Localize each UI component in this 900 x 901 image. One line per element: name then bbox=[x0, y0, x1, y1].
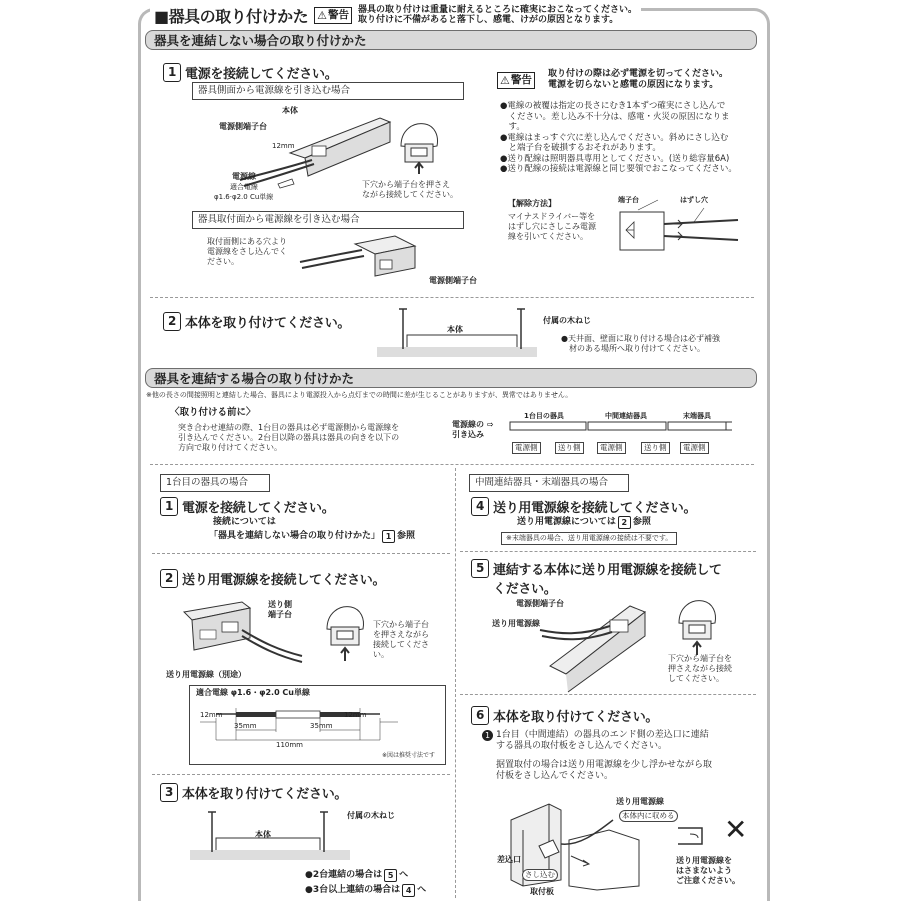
release-text bbox=[508, 212, 596, 242]
tag-power-side: 電源側 bbox=[680, 442, 709, 454]
s1-step1-title bbox=[163, 63, 337, 82]
note-text-suffix: へ bbox=[417, 885, 427, 896]
release-text-line2: はずし穴にさしこみ電源 bbox=[508, 222, 596, 231]
step-title-text: 電源を接続してください。 bbox=[182, 501, 335, 516]
power-in-text: 電源線の bbox=[452, 420, 484, 429]
step-title-text: 電源を接続してください。 bbox=[185, 67, 338, 82]
s1-step2-body-label: 本体 bbox=[447, 325, 463, 334]
warning-icon: ⚠ bbox=[500, 74, 510, 87]
s2-step3-screw-label: 付属の木ねじ bbox=[347, 811, 395, 820]
hand-press-icon bbox=[323, 603, 367, 663]
step5-wire-label: 送り用電源線 bbox=[492, 619, 540, 628]
warning-text-line1: 取り付けの際は必ず電源を切ってください。 bbox=[548, 69, 729, 79]
feed-wiring-illustration bbox=[182, 594, 312, 674]
s2-step4-title bbox=[471, 497, 696, 516]
press-note bbox=[362, 180, 458, 200]
release-text-line3: 線を引いてください。 bbox=[508, 232, 588, 241]
feed-wire-label: 送り用電源線（別途） bbox=[166, 670, 246, 679]
step-number: 2 bbox=[160, 569, 178, 588]
release-title: 【解除方法】 bbox=[508, 199, 556, 208]
s2-step3-title bbox=[160, 783, 347, 802]
s1-step2-note bbox=[561, 334, 720, 354]
s1-warning bbox=[497, 69, 535, 89]
ng-note bbox=[676, 856, 740, 886]
press-line: い。 bbox=[373, 650, 389, 659]
end-unit-note: ※末端器具の場合、送り用電源線の接続は不要です。 bbox=[501, 532, 677, 545]
step2-note-line2: 材のある場所へ取り付けてください。 bbox=[561, 344, 705, 353]
bullet-number: 1 bbox=[482, 730, 493, 741]
mount-note-line1: 取付面側にある穴より bbox=[207, 237, 287, 246]
press-line: 下穴から端子台 bbox=[373, 620, 429, 629]
before-text-line2: 引き込んでください。2台目以降の器具は器具の向きを以下の bbox=[178, 433, 400, 442]
warning-icon: ⚠ bbox=[317, 8, 327, 22]
step6-paragraph bbox=[496, 730, 709, 751]
warning-badge-2 bbox=[497, 72, 535, 89]
arrow-icon: ⇨ bbox=[486, 420, 494, 429]
header-warning-line2: 取り付けに不備があると落下し、感電、けがの原因となります。 bbox=[358, 15, 619, 25]
step-number: 6 bbox=[471, 706, 489, 725]
step6-line: 据置取付の場合は送り用電源線を少し浮かせながら取 bbox=[496, 760, 713, 770]
divider bbox=[460, 694, 756, 695]
label-wire-spec1: 適合電線 bbox=[230, 183, 258, 191]
section2-notice: ※他の長さの間接照明と連結した場合、器具により電源投入から点灯までの時間に差が生じることがありますが、異常ではありません。 bbox=[146, 391, 573, 399]
note-text: ●3台以上連結の場合は bbox=[305, 885, 401, 896]
tag-feed-side: 送り側 bbox=[555, 442, 584, 454]
label-wire-spec2: φ1.6·φ2.0 Cu単線 bbox=[214, 193, 274, 201]
insert-label: さし込む bbox=[522, 869, 558, 881]
ng-wire-illustration bbox=[676, 824, 716, 848]
column-divider bbox=[455, 468, 456, 898]
dim-110mm: 110mm bbox=[276, 741, 303, 749]
dim-12mm-left: 12mm bbox=[200, 711, 223, 719]
note-line: ●電線はまっすぐ穴に差し込んでください。斜めにさし込む bbox=[500, 132, 729, 143]
s2-step3-body-label: 本体 bbox=[255, 830, 271, 839]
release-terminal-label: 端子台 bbox=[618, 196, 639, 204]
ref-text-suffix: 参照 bbox=[632, 517, 651, 528]
note-text: ●2台連結の場合は bbox=[305, 870, 383, 881]
note-line: ●電線の被覆は指定の長さにむき1本ずつ確実にさし込んで bbox=[500, 101, 726, 111]
note-line: と端子台を破損するおそれがあります。 bbox=[500, 143, 661, 153]
page-title: ■器具の取り付けかた bbox=[154, 6, 309, 26]
before-text-line3: 方向で取り付けてください。 bbox=[178, 443, 282, 452]
mount-note-line3: ださい。 bbox=[207, 257, 239, 266]
mount-wiring-illustration bbox=[300, 232, 440, 292]
label-12mm: 12mm bbox=[272, 142, 295, 150]
tag-feed-side: 送り側 bbox=[641, 442, 670, 454]
release-diagram bbox=[618, 208, 748, 258]
label-power-terminal: 電源側端子台 bbox=[219, 122, 267, 131]
section1-title: 器具を連結しない場合の取り付けかた bbox=[145, 30, 757, 50]
feed-side-line1: 送り側 bbox=[268, 600, 292, 609]
step-number: 4 bbox=[471, 497, 489, 516]
right-case-box: 中間連結器具・末端器具の場合 bbox=[469, 474, 629, 492]
note-line: ●送り配線は照明器具専用としてください。(送り総容量6A) bbox=[500, 153, 730, 164]
before-text-line1: 突き合わせ連結の際、1台目の器具は必ず電源側から電源線を bbox=[178, 423, 400, 432]
step6-text bbox=[482, 730, 709, 751]
step6-line: 1台目（中間連結）の器具のエンド側の差込口に連結 bbox=[496, 730, 709, 740]
feed-side-line2: 端子台 bbox=[268, 610, 292, 619]
step5-terminal-label: 電源側端子台 bbox=[516, 599, 564, 608]
divider bbox=[150, 464, 754, 465]
wire-spec-title: 適合電線 φ1.6・φ2.0 Cu単線 bbox=[196, 688, 310, 697]
header-warning-line1: 器具の取り付けは重量に耐えるところに確実におこなってください。 bbox=[358, 4, 638, 15]
press-note-line1: 下穴から端子台を押さえ bbox=[362, 180, 450, 189]
goto-step-4: 4 bbox=[402, 884, 415, 897]
step6-wire-label: 送り用電源線 bbox=[616, 797, 664, 806]
tag-power-side: 電源側 bbox=[597, 442, 626, 454]
step2-note-line1: ●天井面、壁面に取り付ける場合は必ず補強 bbox=[561, 334, 720, 343]
step-number: 1 bbox=[160, 497, 178, 516]
unit1-label: 1台目の器具 bbox=[524, 412, 564, 420]
release-hole-label: はずし穴 bbox=[680, 196, 708, 204]
note-line: す。 bbox=[500, 122, 525, 132]
release-text-line1: マイナスドライバー等を bbox=[508, 212, 596, 221]
divider bbox=[152, 774, 450, 775]
ng-line: はさまないよう bbox=[676, 866, 732, 875]
step-title-text: 本体を取り付けてください。 bbox=[182, 787, 348, 802]
section2-title: 器具を連結する場合の取り付けかた bbox=[145, 368, 757, 388]
press-note-line2: ながら接続してください。 bbox=[362, 190, 458, 199]
step5-title-line2: ください。 bbox=[493, 582, 557, 597]
goto-step-5: 5 bbox=[384, 869, 397, 882]
ng-cross-icon: ✕ bbox=[724, 813, 748, 846]
s2-step5-title bbox=[471, 559, 722, 597]
ng-line: ご注意ください。 bbox=[676, 876, 740, 885]
ref-number: 2 bbox=[618, 516, 631, 529]
warning-text-line2: 電源を切らないと感電の原因になります。 bbox=[548, 79, 719, 90]
step5-illustration bbox=[510, 596, 660, 686]
step-title-text bbox=[493, 559, 722, 597]
note-line: ください。差し込み不十分は、感電・火災の原因になりま bbox=[500, 111, 730, 122]
step-title-text: 送り用電源線を接続してください。 bbox=[182, 573, 386, 588]
s2-step4-ref bbox=[517, 516, 651, 529]
mount-note-line2: 電源線をさし込んでく bbox=[207, 247, 287, 256]
s2-step1-ref bbox=[209, 530, 415, 543]
s1-step2-screw-label: 付属の木ねじ bbox=[543, 316, 591, 325]
ng-line: 送り用電源線を bbox=[676, 856, 732, 865]
divider bbox=[460, 551, 756, 552]
note-text-suffix: へ bbox=[399, 870, 409, 881]
s2-step3-note1 bbox=[305, 869, 408, 882]
spec-note: ※図は推奨寸法です bbox=[382, 752, 436, 759]
header-warning-text bbox=[358, 5, 637, 26]
ref-number: 1 bbox=[382, 530, 395, 543]
ref-text-suffix: 参照 bbox=[397, 531, 416, 542]
power-in-text2: 引き込み bbox=[452, 430, 484, 439]
left-case-box: 1台目の器具の場合 bbox=[160, 474, 270, 492]
unit2-label: 中間連結器具 bbox=[605, 412, 647, 420]
step6-inside-label: 本体内に収める bbox=[619, 810, 678, 822]
header bbox=[150, 2, 641, 28]
dim-35mm-right: 35mm bbox=[310, 722, 333, 730]
before-text bbox=[178, 423, 399, 453]
dim-35mm-left: 35mm bbox=[234, 722, 257, 730]
feed-press-note bbox=[373, 620, 429, 660]
ref-text: 「器具を連結しない場合の取り付けかた」 bbox=[209, 531, 381, 542]
s2-step2-title bbox=[160, 569, 385, 588]
step-title-text: 本体を取り付けてください。 bbox=[493, 710, 659, 725]
step-title-text: 送り用電源線を接続してください。 bbox=[493, 501, 697, 516]
step-number: 2 bbox=[163, 312, 181, 331]
press-line: を押さえながら bbox=[373, 630, 429, 639]
s2-step6-title bbox=[471, 706, 658, 725]
s1-side-box: 器具側面から電源線を引き込む場合 bbox=[192, 82, 464, 100]
step2-mount-illustration bbox=[377, 305, 537, 365]
warning-badge-2-label: 警告 bbox=[510, 74, 532, 86]
press-line: してください。 bbox=[668, 674, 724, 683]
label-power-wire: 電源線 bbox=[232, 172, 256, 181]
step6-line: する器具の取付板をさし込んでください。 bbox=[496, 740, 668, 751]
s1-step2-title bbox=[163, 312, 350, 331]
step-number: 1 bbox=[163, 63, 181, 82]
step-title-text: 本体を取り付けてください。 bbox=[185, 316, 351, 331]
press-line: 押さえながら接続 bbox=[668, 664, 732, 673]
hand-press-icon bbox=[395, 118, 445, 176]
s2-step3-note2 bbox=[305, 884, 426, 897]
warning-badge-label: 警告 bbox=[328, 8, 349, 21]
mount-note bbox=[207, 237, 287, 267]
unit3-label: 末端器具 bbox=[683, 412, 711, 420]
tag-power-side: 電源側 bbox=[512, 442, 541, 454]
step-number: 5 bbox=[471, 559, 489, 578]
s1-mount-box: 器具取付面から電源線を引き込む場合 bbox=[192, 211, 464, 229]
label-body: 本体 bbox=[282, 106, 298, 115]
dim-12mm-right: 12mm bbox=[344, 711, 367, 719]
s1-warning-text bbox=[548, 69, 728, 90]
units-strip bbox=[508, 420, 734, 432]
press-line: 下穴から端子台を bbox=[668, 654, 732, 663]
step-number: 3 bbox=[160, 783, 178, 802]
step5-press-note bbox=[668, 654, 732, 684]
slot-label: 差込口 bbox=[497, 855, 521, 864]
mount-terminal-label: 電源側端子台 bbox=[429, 276, 477, 285]
ref-text: 送り用電源線については bbox=[517, 517, 616, 528]
warning-badge bbox=[314, 7, 352, 24]
power-in-label bbox=[452, 420, 494, 440]
divider bbox=[150, 297, 754, 298]
s2-step1-title bbox=[160, 497, 334, 516]
plate-label: 取付板 bbox=[530, 887, 554, 896]
s2-step1-ref1: 接続については bbox=[213, 517, 276, 527]
s1-notes bbox=[500, 101, 756, 175]
before-title: 〈取り付ける前に〉 bbox=[170, 407, 256, 418]
step6-line: 付板をさし込んでください。 bbox=[496, 770, 614, 781]
feed-side-label bbox=[268, 600, 292, 620]
note-line: ●送り配線の接続は電源線と同じ要領でおこなってください。 bbox=[500, 164, 737, 174]
step6-subtext bbox=[496, 760, 712, 781]
step5-title-line1: 連結する本体に送り用電源線を接続して bbox=[493, 563, 722, 578]
press-line: 接続してくださ bbox=[373, 640, 429, 649]
hand-press-icon bbox=[675, 597, 719, 657]
divider bbox=[152, 553, 450, 554]
